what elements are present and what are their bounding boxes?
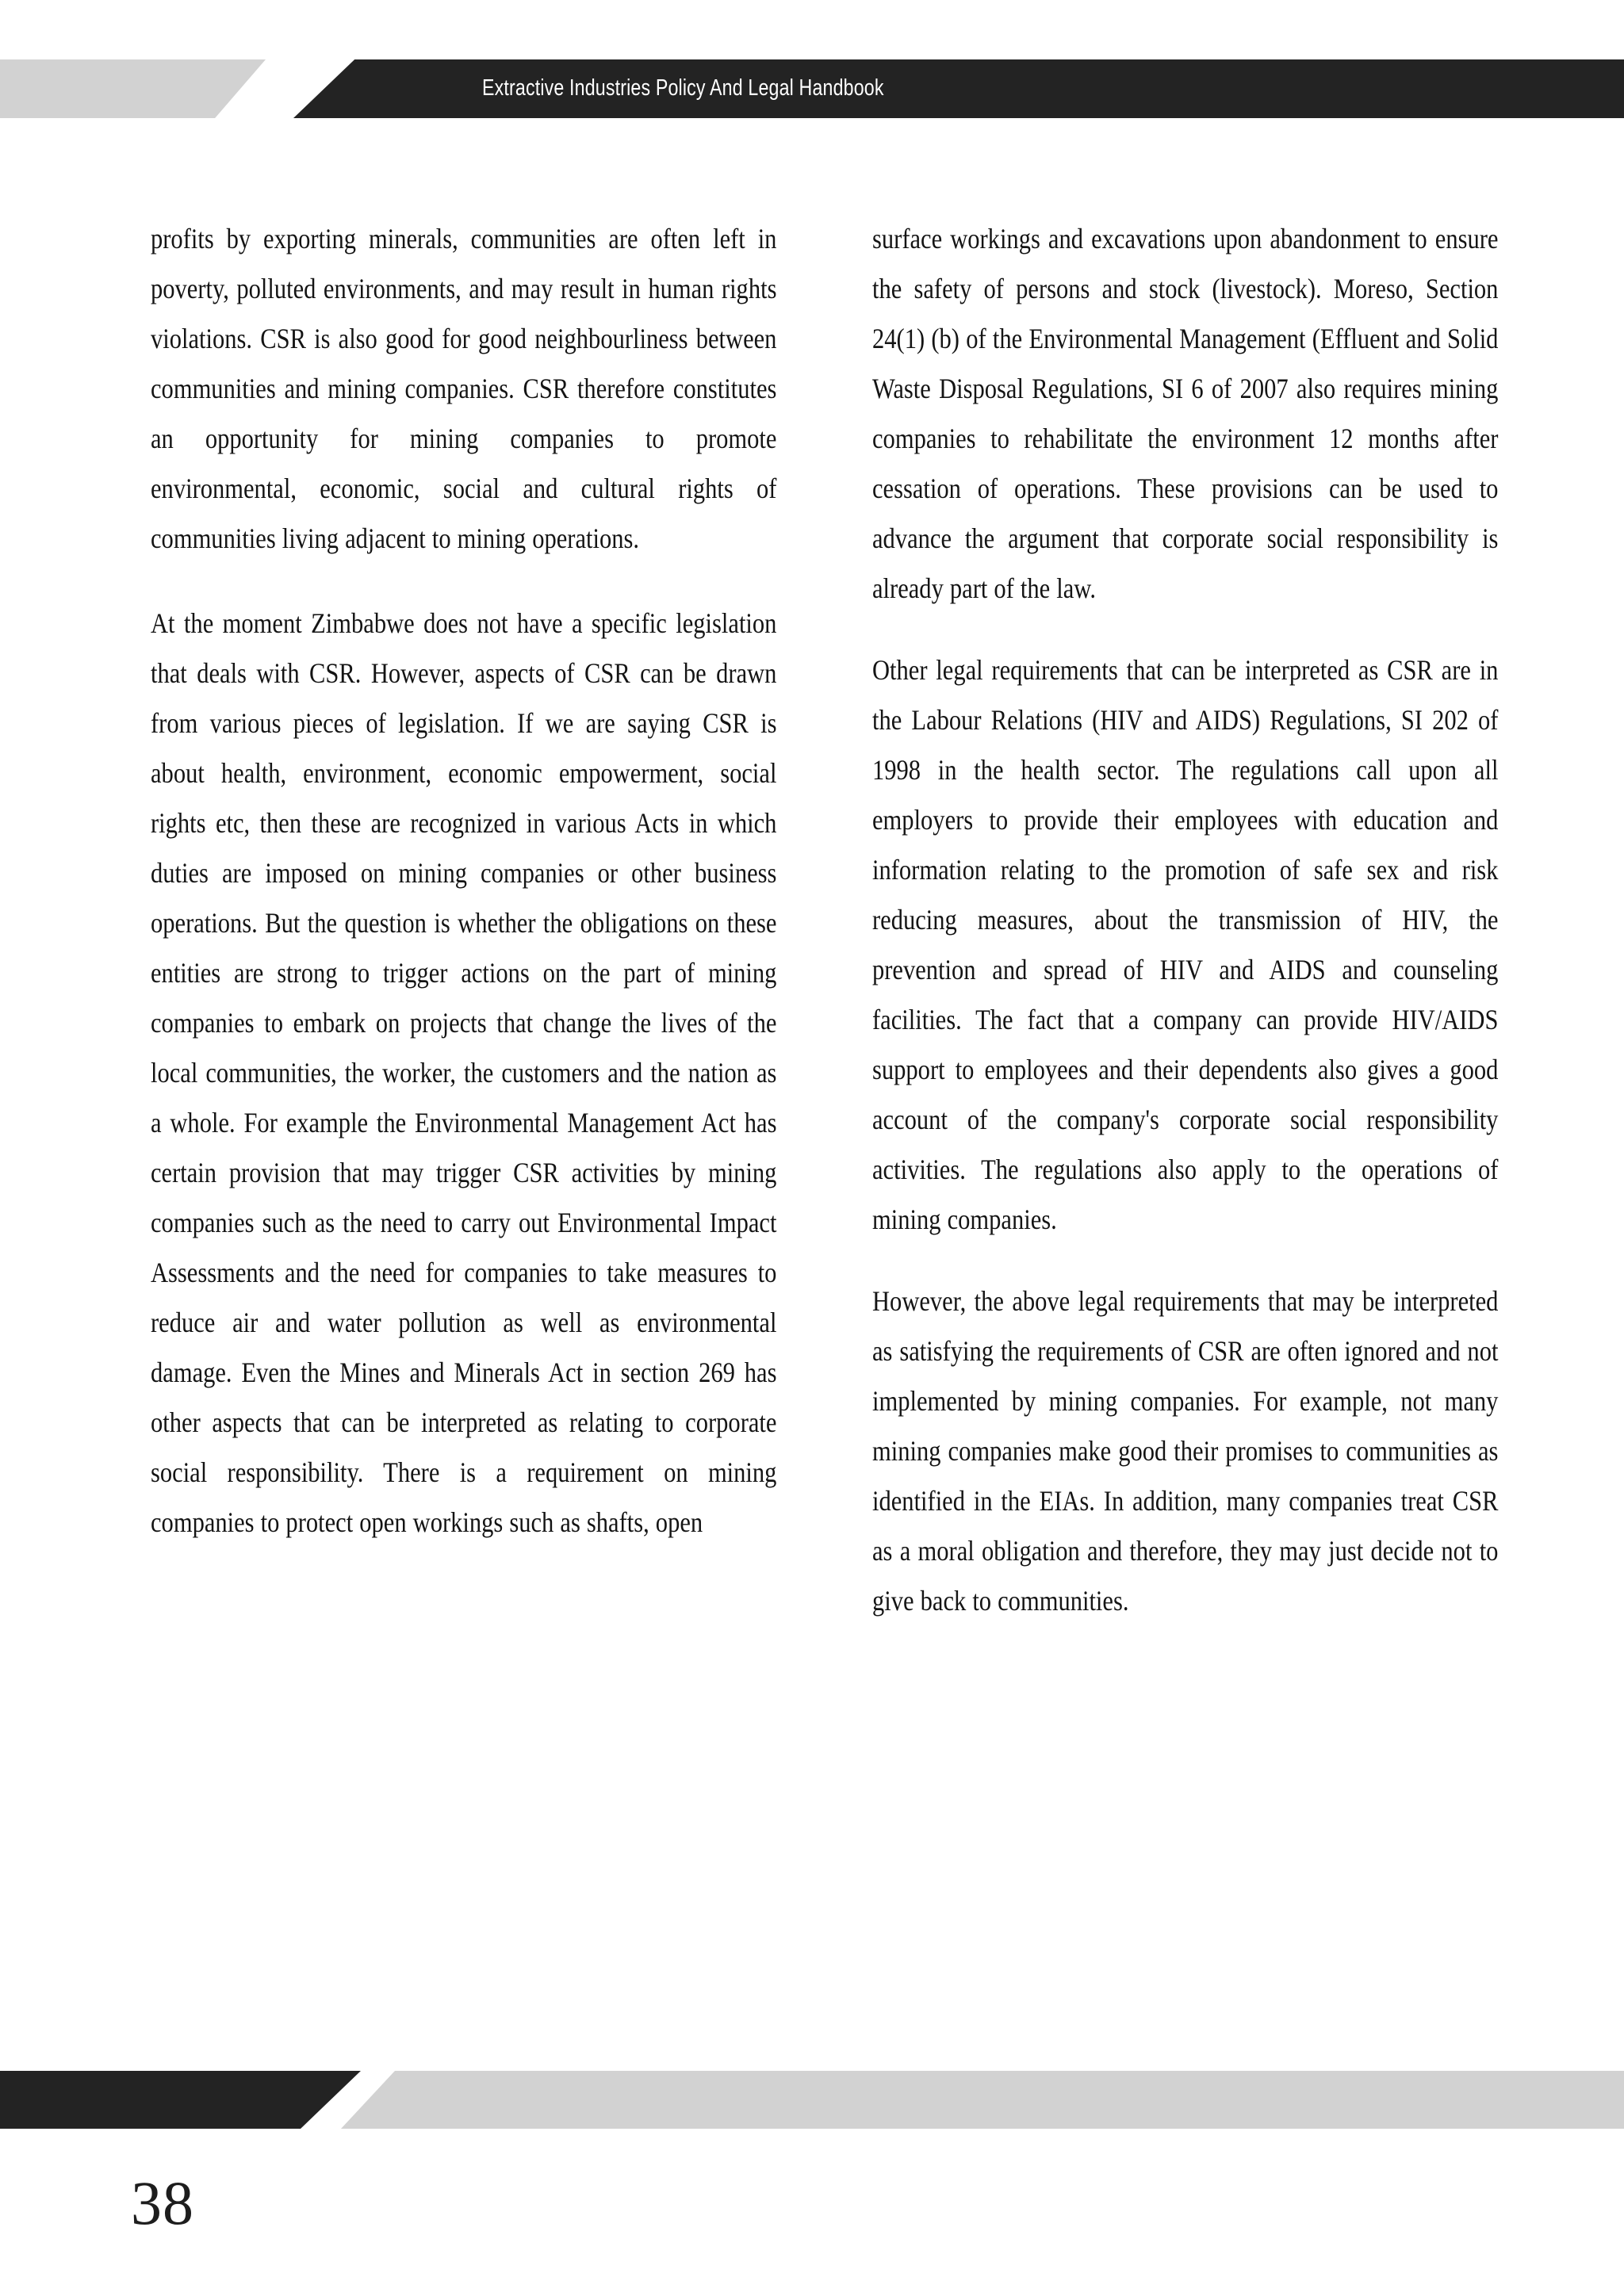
header-title: Extractive Industries Policy And Legal Handbook — [482, 75, 884, 101]
page-content — [0, 214, 1624, 1658]
paragraph: Other legal requirements that can be interpreted as CSR are in the Labour Relations (HIV and AIDS) Regulations, SI 202 of 1998 in the health sector. The regulations call upon all employers to provide their employees with education and information relating to the promotion of safe sex and risk reducing measures, about the transmission of HIV, the prevention and spread of HIV and AIDS and counseling facilities. The fact that a company can provide HIV/AIDS support to employees and their dependents also gives a good account of the company's corporate social responsibility activities. The regulations also apply to the operations of mining companies. — [872, 654, 1499, 1235]
page-header — [0, 0, 1624, 151]
paragraph: However, the above legal requirements that may be interpreted as satisfying the requirements of CSR are often ignored and not implemented by mining companies. For example, not many mining companies make good their promises to communities as identified in the EIAs. In addition, many companies treat CSR as a moral obligation and therefore, they may just decide not to give back to communities. — [872, 1285, 1499, 1617]
page-number: 38 — [131, 2168, 194, 2237]
text-column-right — [872, 214, 1499, 1658]
footer-black-band — [0, 2071, 361, 2129]
paragraph: At the moment Zimbabwe does not have a specific legislation that deals with CSR. However, aspects of CSR can be drawn from various pieces of legislation. If we are saying CSR is about health, environment, economic empowerment, social rights etc, then these are recognized in various Acts in which duties are imposed on mining companies or other business operations. But the question is whether the obligations on these entities are strong to trigger actions on the part of mining companies to embark on projects that change the lives of the local communities, the worker, the customers and the nation as a whole. For example the Environmental Management Act has certain provision that may trigger CSR activities by mining companies such as the need to carry out Environmental Impact Assessments and the need for companies to take measures to reduce air and water pollution as well as environmental damage. Even the Mines and Minerals Act in section 269 has other aspects that can be interpreted as relating to corporate social responsibility. There is a requirement on mining companies to protect open workings such as shafts, open — [151, 607, 777, 1538]
header-gray-accent-band — [0, 59, 266, 118]
paragraph: profits by exporting minerals, communities are often left in poverty, polluted environments, and may result in human rights violations. CSR is also good for good neighbourliness between communities and mining companies. CSR therefore constitutes an opportunity for mining companies to promote environmental, economic, social and cultural rights of communities living adjacent to mining operations. — [151, 223, 777, 554]
footer-gray-accent-band — [341, 2071, 1624, 2129]
text-column-left — [151, 214, 777, 1658]
page-footer — [0, 2071, 1624, 2296]
paragraph: surface workings and excavations upon abandonment to ensure the safety of persons and stock (livestock). Moreso, Section 24(1) (b) of the Environmental Management (Effluent and Solid Waste Disposal Regulations, SI 6 of 2007 also requires mining companies to rehabilitate the environment 12 months after cessation of operations. These provisions can be used to advance the argument that corporate social responsibility is already part of the law. — [872, 223, 1499, 604]
